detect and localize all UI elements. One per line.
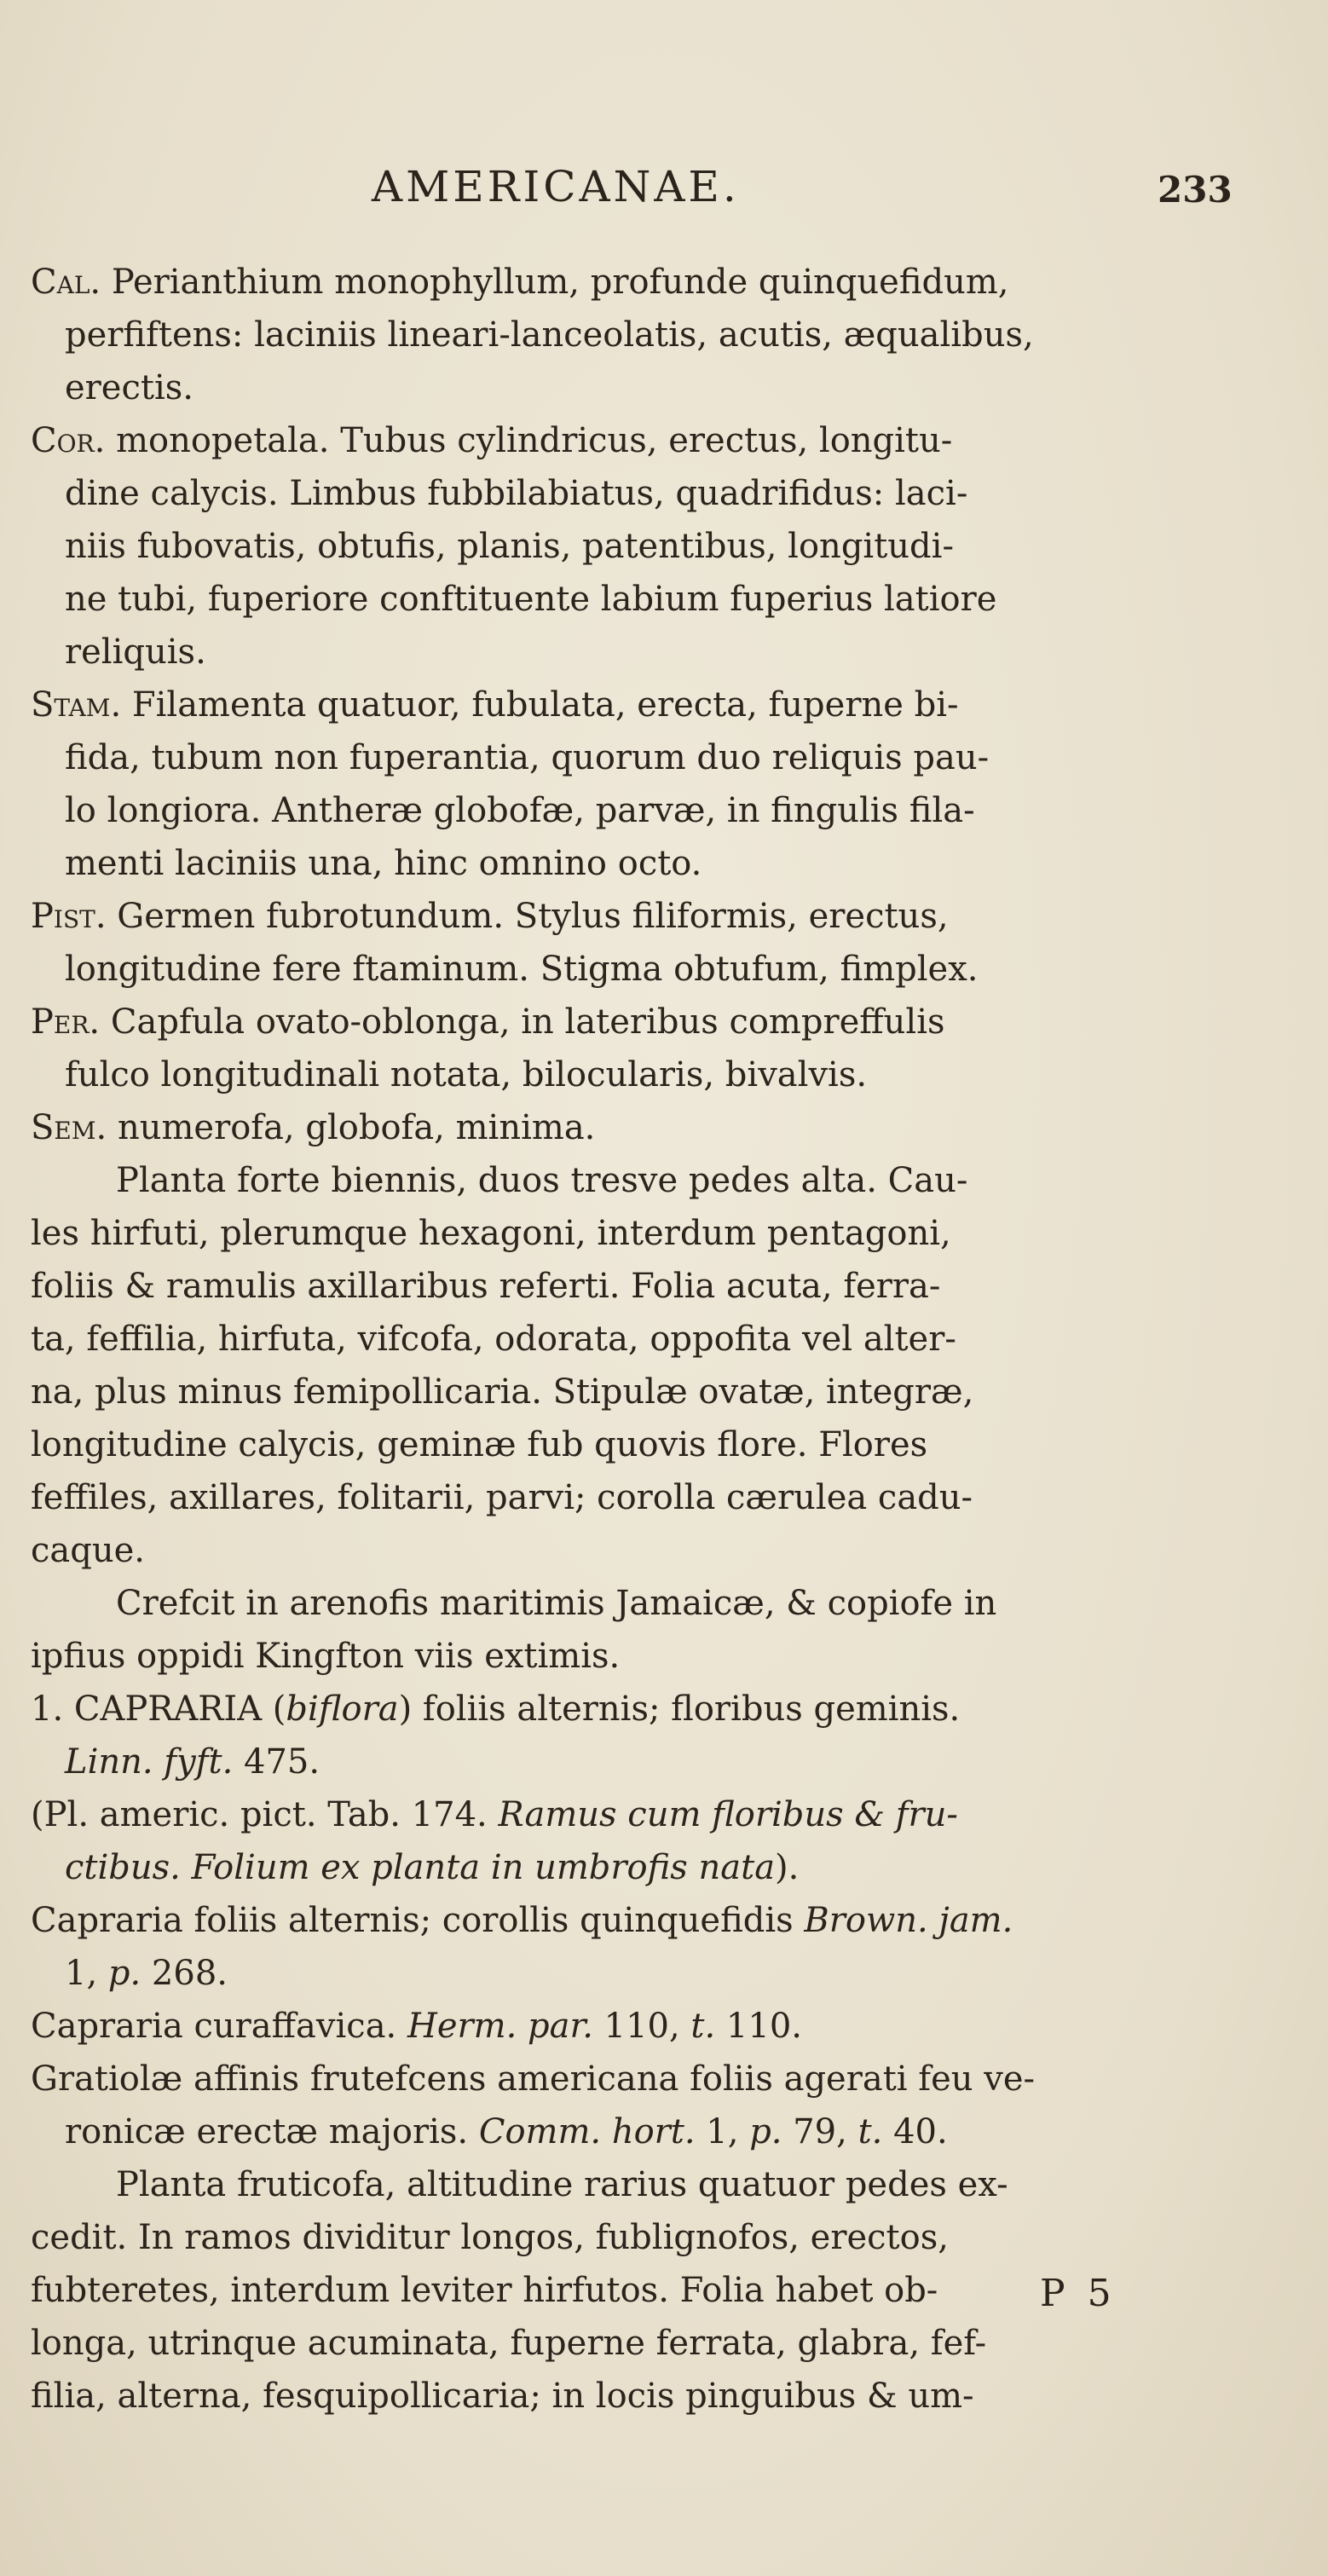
text-run: (Pl. americ. pict. Tab. 174. [31, 1795, 499, 1834]
italic-run: ctibus. Folium ex planta in umbrofis nata [65, 1848, 776, 1887]
line-text: Gratiolæ affinis frutefcens americana foliis agerati feu ve- [31, 2059, 1036, 2099]
text-line [31, 467, 1215, 520]
text-line [31, 2158, 1215, 2211]
text-line [31, 1471, 1215, 1524]
text-line [31, 2105, 1215, 2158]
line-text: erectis. [65, 368, 193, 407]
line-text: Crefcit in arenofis maritimis Jamaicæ, & copiofe in [116, 1584, 997, 1623]
section-label: Cal. [31, 263, 101, 302]
text-run: 1, [65, 1954, 108, 1993]
italic-run: t. [857, 2112, 883, 2151]
text-run: Capraria curaffavica. [31, 2007, 407, 2046]
text-line [31, 1207, 1215, 1260]
text-line [31, 414, 1215, 467]
text-line [31, 573, 1215, 626]
section-label: Stam. [31, 685, 122, 725]
line-text: longa, utrinque acuminata, fuperne ferrata, glabra, fef- [31, 2324, 987, 2363]
text-line [31, 1788, 1215, 1841]
italic-run: Brown. jam. [804, 1901, 1013, 1940]
text-line [31, 1313, 1215, 1366]
text-line [31, 1894, 1215, 1947]
italic-run: p. [107, 1954, 141, 1993]
signature-mark: P 5 [1040, 2272, 1117, 2315]
text-line [31, 2370, 1215, 2423]
line-text: Planta forte biennis, duos tresve pedes alta. Cau- [116, 1161, 968, 1200]
text-line [31, 1366, 1215, 1418]
text-line [31, 784, 1215, 837]
line-text: na, plus minus femipollicaria. Stipulæ ovatæ, integræ, [31, 1372, 974, 1412]
line-text: ne tubi, fuperiore conftituente labium fuperius latiore [65, 580, 997, 619]
body-text [31, 256, 1215, 2423]
text-line [31, 1418, 1215, 1471]
text-run: 110. [715, 2007, 802, 2046]
text-line [31, 1260, 1215, 1313]
line-text: foliis & ramulis axillaribus referti. Folia acuta, ferra- [31, 1267, 941, 1306]
line-text: dine calycis. Limbus fubbilabiatus, quadrifidus: laci- [65, 474, 968, 513]
text-line [31, 309, 1215, 361]
italic-run: p. [749, 2112, 782, 2151]
text-line [31, 731, 1215, 784]
line-text: fulco longitudinali notata, bilocularis, bivalvis. [65, 1055, 868, 1095]
line-text: cedit. In ramos dividitur longos, fublignofos, erectos, [31, 2218, 949, 2257]
text-line [31, 626, 1215, 679]
text-line [31, 2264, 1215, 2317]
text-line [31, 1630, 1215, 1683]
line-text: lo longiora. Antheræ globofæ, parvæ, in fingulis fila- [65, 791, 975, 830]
text-line [31, 361, 1215, 414]
text-line [31, 837, 1215, 890]
line-text: fida, tubum non fuperantia, quorum duo reliquis pau- [65, 738, 990, 777]
line-text: menti laciniis una, hinc omnino octo. [65, 844, 702, 883]
text-line [31, 1048, 1215, 1101]
text-run: ronicæ erectæ majoris. [65, 2112, 479, 2151]
text-line [31, 2211, 1215, 2264]
text-run: Capraria foliis alternis; corollis quinquefidis [31, 1901, 805, 1940]
text-run: 110, [592, 2007, 691, 2046]
italic-run: Comm. hort. [478, 2112, 696, 2151]
section-label: Per. [31, 1002, 101, 1042]
text-line [31, 1101, 1215, 1154]
line-text: reliquis. [65, 632, 206, 672]
text-line [31, 890, 1215, 943]
section-label: Pist. [31, 897, 107, 936]
italic-run: Ramus cum floribus & fru- [498, 1795, 958, 1834]
line-text: Planta fruticofa, altitudine rarius quatuor pedes ex- [116, 2165, 1008, 2204]
line-text: caque. [31, 1531, 146, 1570]
line-text: feffiles, axillares, folitarii, parvi; corolla cærulea cadu- [31, 1478, 973, 1517]
line-text: ipfius oppidi Kingfton viis extimis. [31, 1637, 621, 1676]
text-line [31, 520, 1215, 573]
text-line [31, 1524, 1215, 1577]
text-line [31, 256, 1215, 309]
line-text: filia, alterna, fesquipollicaria; in locis pinguibus & um- [31, 2377, 974, 2416]
text-run: 1, [695, 2112, 750, 2151]
text-line [31, 996, 1215, 1048]
page-number: 233 [1158, 169, 1233, 211]
text-run: ) foliis alternis; floribus geminis. [398, 1689, 961, 1729]
line-text: fubteretes, interdum leviter hirfutos. Folia habet ob- [31, 2271, 938, 2310]
text-line [31, 2317, 1215, 2370]
text-run: 40. [882, 2112, 948, 2151]
line-text: Filamenta quatuor, fubulata, erecta, fuperne bi- [121, 685, 959, 725]
italic-run: Linn. fyft. [65, 1742, 234, 1782]
line-text: ta, feffilia, hirfuta, vifcofa, odorata, oppofita vel alter- [31, 1320, 956, 1359]
text-run: ). [775, 1848, 800, 1887]
text-line [31, 2000, 1215, 2053]
line-text: Capfula ovato-oblonga, in lateribus compreffulis [100, 1002, 945, 1042]
text-line [31, 1154, 1215, 1207]
text-line [31, 1841, 1215, 1894]
line-text: perfiftens: laciniis lineari-lanceolatis, acutis, æqualibus, [65, 315, 1034, 355]
text-line [31, 1736, 1215, 1788]
line-text: longitudine fere ftaminum. Stigma obtufum, fimplex. [65, 950, 979, 989]
section-label: Sem. [31, 1108, 107, 1147]
text-run: 1. CAPRARIA ( [31, 1689, 286, 1729]
line-text: Germen fubrotundum. Stylus filiformis, erectus, [106, 897, 949, 936]
line-text: numerofa, globofa, minima. [107, 1108, 596, 1147]
text-run: 268. [141, 1954, 228, 1993]
text-line [31, 1683, 1215, 1736]
page-header [0, 162, 1328, 222]
line-text: monopetala. Tubus cylindricus, erectus, longitu- [105, 421, 953, 460]
line-text: longitudine calycis, geminæ fub quovis flore. Flores [31, 1425, 928, 1464]
text-line [31, 2053, 1215, 2105]
line-text: Perianthium monophyllum, profunde quinquefidum, [101, 263, 1009, 302]
text-run: 475. [233, 1742, 320, 1782]
text-line [31, 943, 1215, 996]
text-line [31, 1947, 1215, 2000]
line-text: niis fubovatis, obtufis, planis, patentibus, longitudi- [65, 527, 954, 566]
italic-run: biflora [286, 1689, 399, 1729]
section-label: Cor. [31, 421, 106, 460]
italic-run: t. [690, 2007, 716, 2046]
text-run: 79, [782, 2112, 858, 2151]
line-text: les hirfuti, plerumque hexagoni, interdum pentagoni, [31, 1214, 951, 1253]
text-line [31, 679, 1215, 731]
running-head: AMERICANAE. [372, 162, 740, 211]
text-line [31, 1577, 1215, 1630]
italic-run: Herm. par. [407, 2007, 593, 2046]
